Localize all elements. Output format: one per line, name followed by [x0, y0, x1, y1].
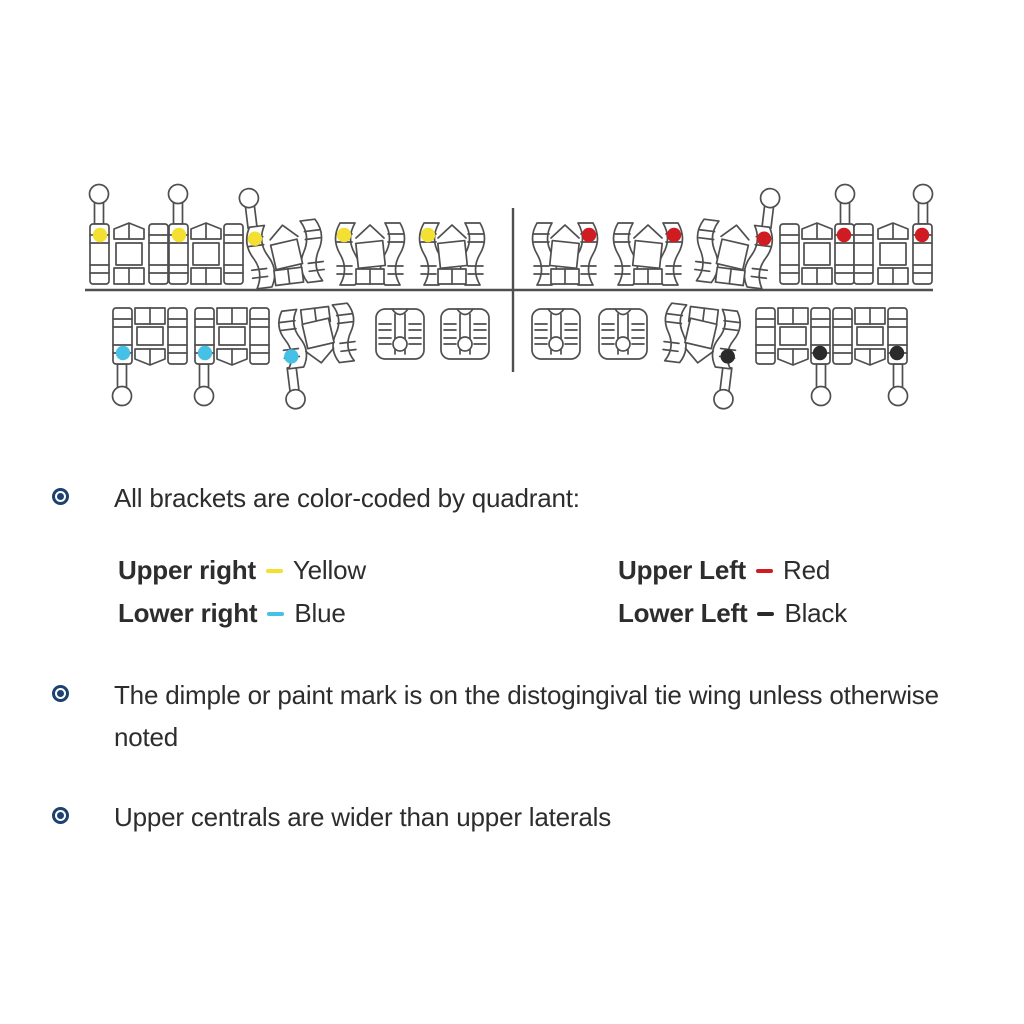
bullet-dimple-note — [52, 674, 986, 758]
legend-label: Lower right — [118, 598, 258, 628]
legend-color-name: Blue — [294, 598, 346, 628]
legend-color-name: Black — [784, 598, 848, 628]
bullet-text-centrals-note: Upper centrals are wider than upper laterals — [114, 802, 612, 832]
legend-item-upper-right — [118, 549, 618, 592]
radio-bullet-icon — [52, 685, 69, 702]
radio-bullet-icon — [52, 807, 69, 824]
legend-color-name: Red — [783, 555, 831, 585]
legend-item-lower-right — [118, 592, 618, 635]
legend-item-upper-left — [618, 549, 847, 592]
blue-dash-icon — [267, 612, 284, 616]
radio-bullet-icon — [52, 488, 69, 505]
quadrant-color-legend — [118, 549, 847, 635]
legend-label: Upper Left — [618, 555, 747, 585]
bullet-color-coded — [52, 477, 580, 519]
red-dash-icon — [756, 569, 773, 573]
bullet-centrals-note — [52, 796, 611, 838]
bullet-text-dimple-note: The dimple or paint mark is on the distogingival tie wing unless otherwise noted — [114, 680, 939, 752]
legend-item-lower-left — [618, 592, 847, 635]
black-dash-icon — [757, 612, 774, 616]
legend-color-name: Yellow — [292, 555, 366, 585]
bracket-quadrant-diagram — [0, 0, 1024, 430]
legend-label: Lower Left — [618, 598, 748, 628]
legend-label: Upper right — [118, 555, 256, 585]
yellow-dash-icon — [266, 569, 283, 573]
bullet-text-color-coded: All brackets are color-coded by quadrant: — [114, 483, 580, 513]
